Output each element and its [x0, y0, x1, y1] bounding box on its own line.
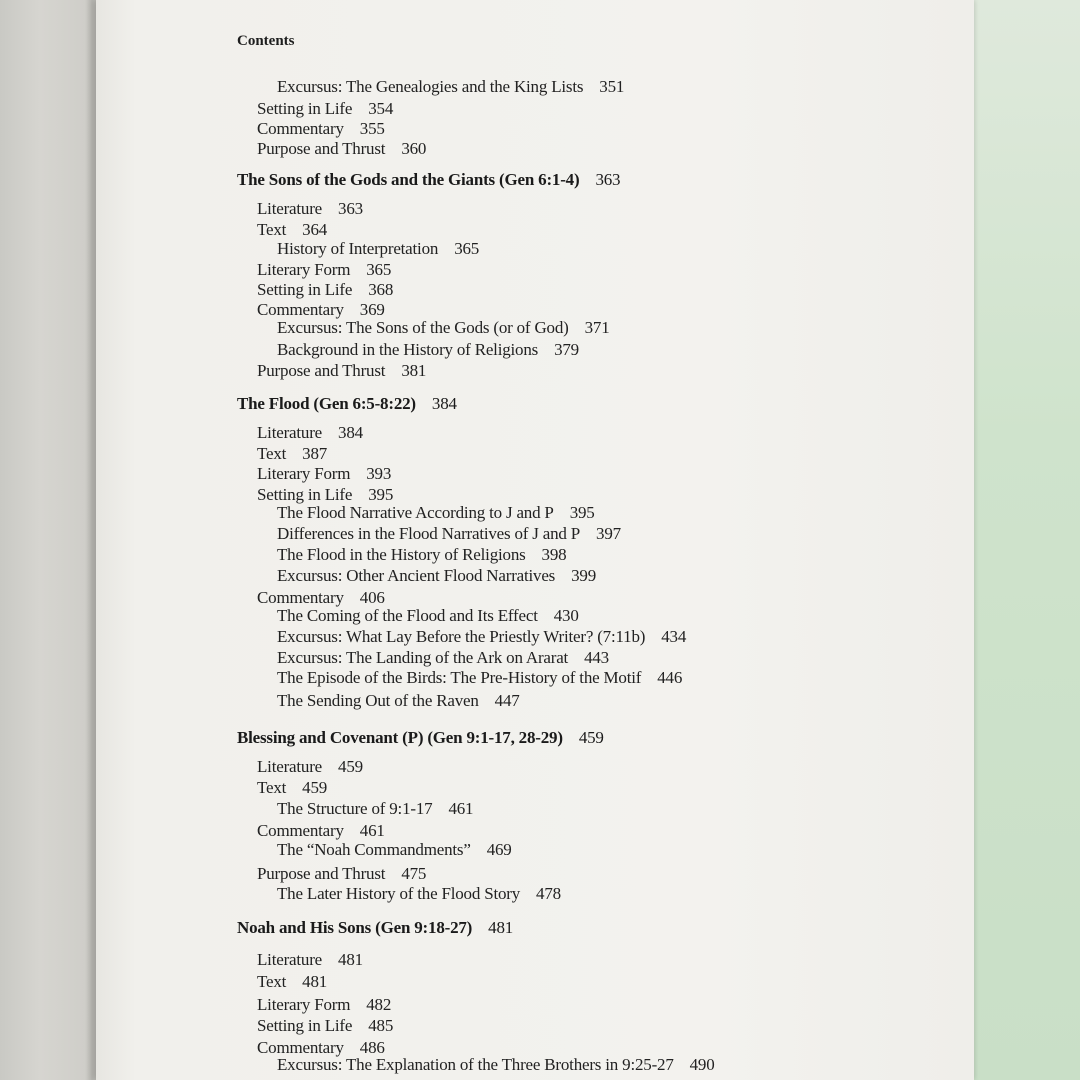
toc-entry: [257, 778, 327, 798]
toc-page-number: 446: [657, 668, 683, 687]
toc-page-number: 459: [578, 728, 604, 747]
toc-entry-title: Commentary: [257, 821, 344, 840]
toc-entry: [257, 119, 385, 139]
page-header: Contents: [237, 33, 295, 49]
toc-section-heading: [237, 170, 620, 190]
toc-page-number: 486: [359, 1038, 385, 1057]
toc-page-number: 364: [302, 220, 328, 239]
toc-entry: [277, 566, 596, 586]
toc-entry-title: Purpose and Thrust: [257, 139, 386, 158]
toc-entry: [257, 260, 391, 280]
toc-page-number: 481: [488, 918, 514, 937]
toc-entry: [277, 691, 520, 711]
toc-entry: [277, 524, 621, 544]
toc-page-number: 387: [302, 444, 328, 463]
toc-entry: [257, 99, 393, 119]
toc-entry-title: Literature: [257, 423, 323, 442]
toc-entry: [257, 972, 327, 992]
toc-entry-title: Commentary: [257, 1038, 344, 1057]
toc-entry-title: Excursus: The Explanation of the Three Brothers in 9:25-27: [277, 1055, 674, 1074]
toc-entry-title: Purpose and Thrust: [257, 864, 386, 883]
toc-page-number: 381: [401, 361, 427, 380]
toc-page-number: 461: [359, 821, 385, 840]
toc-entry-title: Commentary: [257, 300, 344, 319]
toc-entry: [277, 545, 566, 565]
toc-entry: [257, 995, 391, 1015]
toc-page-number: 459: [338, 757, 363, 776]
toc-page-number: 447: [494, 691, 520, 710]
toc-entry-title: Blessing and Covenant (P) (Gen 9:1-17, 28-29): [237, 728, 563, 747]
toc-section-heading: [237, 394, 457, 414]
toc-entry-title: Excursus: Other Ancient Flood Narratives: [277, 566, 556, 585]
toc-entry: [277, 627, 686, 647]
toc-page-number: 478: [536, 884, 561, 903]
toc-page-number: 406: [359, 588, 385, 607]
toc-entry-title: Text: [257, 220, 287, 239]
toc-page-number: 475: [401, 864, 427, 883]
toc-entry-title: Text: [257, 444, 287, 463]
toc-entry: [277, 77, 624, 97]
toc-entry-title: Excursus: The Landing of the Ark on Ararat: [277, 648, 569, 667]
toc-entry-title: The Flood Narrative According to J and P: [277, 503, 554, 522]
toc-entry: [257, 444, 327, 464]
toc-entry-title: Literature: [257, 199, 323, 218]
toc-entry: [257, 1016, 393, 1036]
toc-entry: [257, 464, 391, 484]
toc-entry-title: The Flood (Gen 6:5-8:22): [237, 394, 416, 413]
toc-entry: [257, 485, 393, 505]
toc-section-heading: [237, 918, 513, 938]
toc-page-number: 434: [661, 627, 687, 646]
toc-page-number: 481: [302, 972, 328, 991]
toc-entry-title: Setting in Life: [257, 99, 353, 118]
toc-entry-title: Setting in Life: [257, 280, 353, 299]
toc-page-number: 354: [368, 99, 394, 118]
toc-page-number: 368: [368, 280, 394, 299]
toc-page-number: 485: [368, 1016, 394, 1035]
toc-entry: [277, 884, 561, 904]
toc-entry-title: Literature: [257, 950, 323, 969]
toc-page-number: 443: [584, 648, 609, 667]
toc-entry: [277, 799, 473, 819]
toc-entry: [277, 1055, 715, 1075]
toc-page-number: 355: [359, 119, 385, 138]
toc-entry: [277, 340, 579, 360]
toc-entry-title: Literature: [257, 757, 323, 776]
toc-page-number: 365: [454, 239, 480, 258]
toc-entry-title: The Coming of the Flood and Its Effect: [277, 606, 538, 625]
background-right: [965, 0, 1080, 1080]
toc-page-number: 481: [338, 950, 363, 969]
toc-page-number: 365: [366, 260, 392, 279]
toc-entry: [277, 318, 610, 338]
toc-entry-title: Excursus: The Genealogies and the King Lists: [277, 77, 584, 96]
toc-page-number: 379: [554, 340, 579, 359]
toc-entry: [277, 239, 479, 259]
toc-entry-title: Literary Form: [257, 260, 351, 279]
toc-entry-title: The Episode of the Birds: The Pre-History of the Motif: [277, 668, 642, 687]
toc-entry-title: Text: [257, 972, 287, 991]
toc-entry: [277, 503, 595, 523]
toc-entry-title: Literary Form: [257, 464, 351, 483]
toc-entry-title: The Structure of 9:1-17: [277, 799, 433, 818]
toc-entry-title: History of Interpretation: [277, 239, 439, 258]
toc-entry-title: Setting in Life: [257, 1016, 353, 1035]
toc-entry-title: Setting in Life: [257, 485, 353, 504]
toc-entry: [277, 668, 682, 688]
toc-section-heading: [237, 728, 604, 748]
toc-page-number: 482: [366, 995, 392, 1014]
toc-page-number: 461: [448, 799, 474, 818]
toc-entry-title: Excursus: What Lay Before the Priestly Writer? (7:11b): [277, 627, 646, 646]
toc-entry-title: Purpose and Thrust: [257, 361, 386, 380]
toc-entry: [277, 648, 609, 668]
toc-entry-title: Excursus: The Sons of the Gods (or of God): [277, 318, 569, 337]
toc-page-number: 384: [338, 423, 363, 442]
toc-page-number: 398: [541, 545, 567, 564]
toc-entry: [257, 864, 426, 884]
toc-page-number: 351: [599, 77, 625, 96]
toc-entry-title: Differences in the Flood Narratives of J and P: [277, 524, 581, 543]
toc-entry: [257, 361, 426, 381]
toc-page-number: 395: [368, 485, 394, 504]
toc-entry: [257, 950, 363, 970]
toc-entry: [257, 220, 327, 240]
toc-page-number: 369: [359, 300, 385, 319]
toc-entry: [257, 199, 363, 219]
toc-entry-title: The Sons of the Gods and the Giants (Gen 6:1-4): [237, 170, 580, 189]
toc-entry: [277, 606, 579, 626]
toc-entry: [257, 139, 426, 159]
toc-page-number: 360: [401, 139, 427, 158]
toc-page-number: 397: [596, 524, 621, 543]
toc-entry-title: Literary Form: [257, 995, 351, 1014]
toc-entry-title: The Sending Out of the Raven: [277, 691, 479, 710]
toc-page-number: 363: [595, 170, 621, 189]
toc-entry: [277, 840, 512, 860]
toc-entry-title: Commentary: [257, 588, 344, 607]
toc-page-number: 399: [571, 566, 597, 585]
toc-entry-title: Commentary: [257, 119, 344, 138]
toc-entry-title: The Flood in the History of Religions: [277, 545, 526, 564]
toc-entry-title: The Later History of the Flood Story: [277, 884, 521, 903]
toc-page-number: 363: [338, 199, 363, 218]
toc-entry: [257, 821, 385, 841]
toc-page-number: 393: [366, 464, 392, 483]
toc-page-number: 430: [553, 606, 579, 625]
toc-entry-title: Text: [257, 778, 287, 797]
toc-entry: [257, 757, 363, 777]
toc-entry: [257, 280, 393, 300]
toc-page-number: 384: [431, 394, 457, 413]
toc-entry-title: The “Noah Commandments”: [277, 840, 471, 859]
toc-entry: [257, 300, 385, 320]
toc-entry: [257, 588, 385, 608]
toc-page-number: 371: [584, 318, 610, 337]
toc-page-number: 490: [689, 1055, 715, 1074]
toc-page-number: 459: [302, 778, 328, 797]
toc-entry: [257, 423, 363, 443]
toc-page-number: 395: [569, 503, 595, 522]
toc-entry-title: Noah and His Sons (Gen 9:18-27): [237, 918, 473, 937]
toc-entry-title: Background in the History of Religions: [277, 340, 539, 359]
toc-page-number: 469: [486, 840, 512, 859]
